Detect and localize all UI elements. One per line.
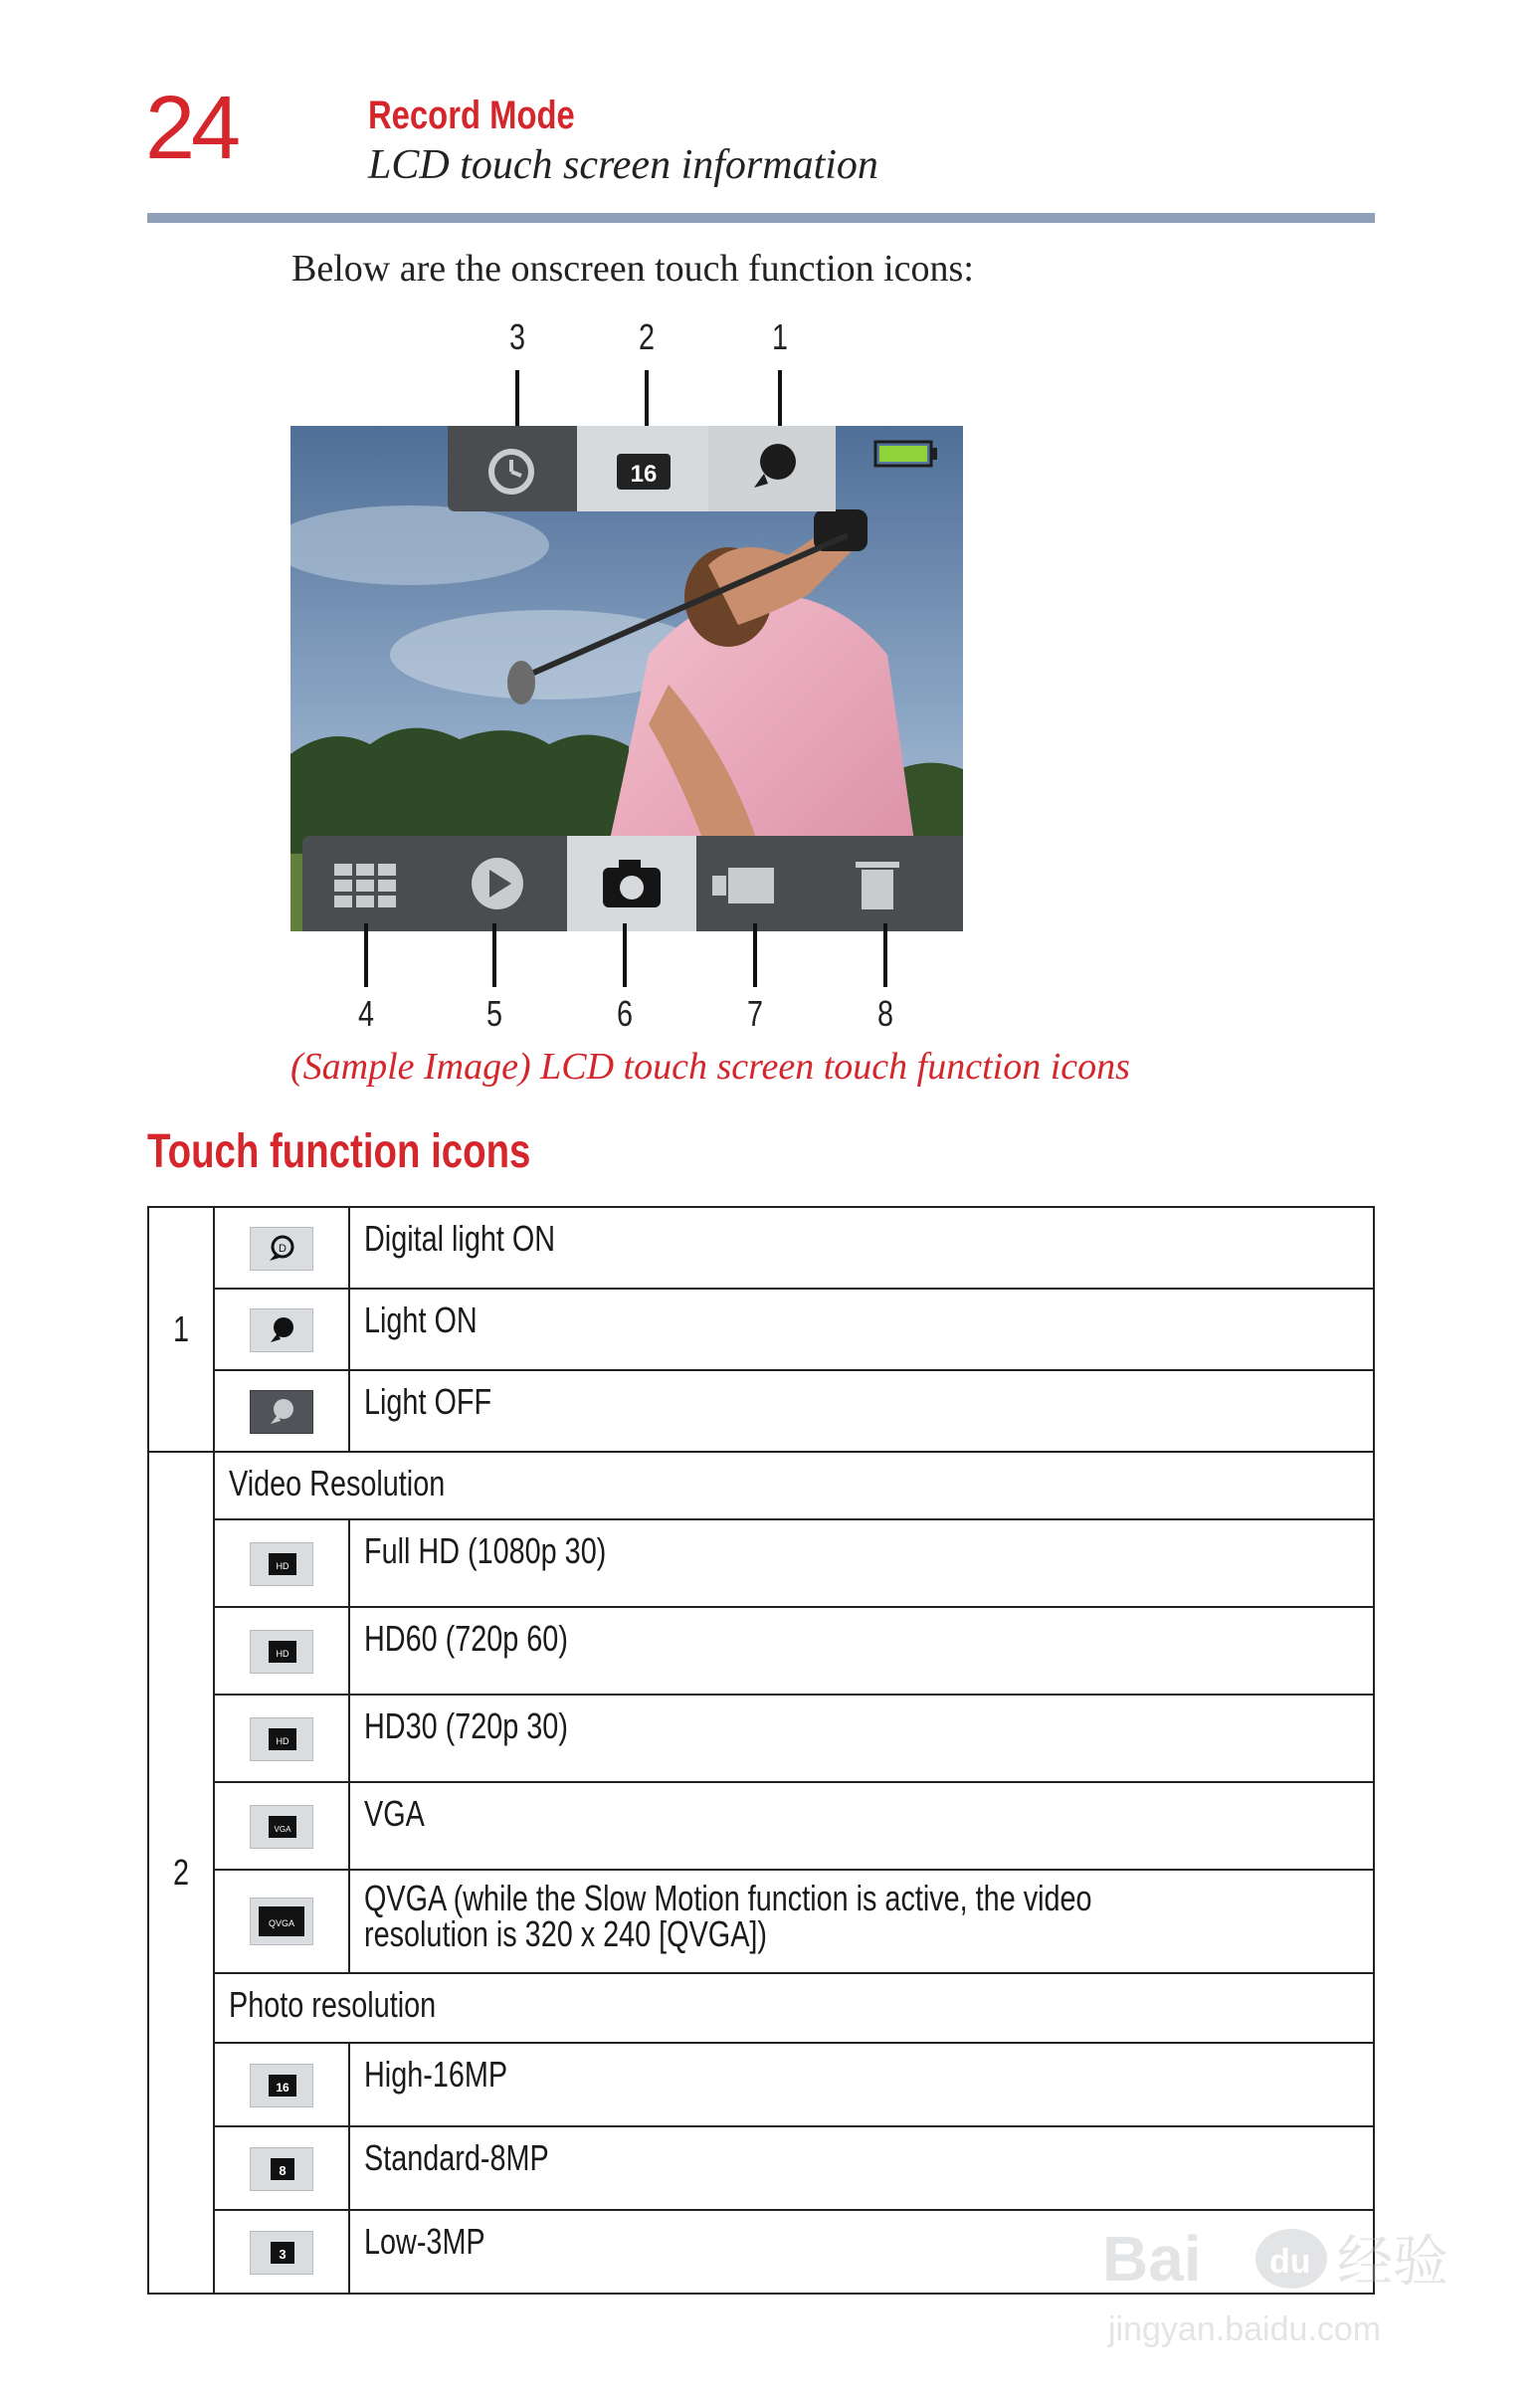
- callout-1: 1: [771, 316, 789, 357]
- table-row: [148, 2043, 1374, 2126]
- table-row: [148, 1695, 1374, 1782]
- intro-text: Below are the onscreen touch function icons:: [291, 248, 974, 290]
- icon-cell: [214, 2043, 349, 2126]
- svg-text:16: 16: [276, 2080, 289, 2095]
- subchapter-title: LCD touch screen information: [368, 142, 878, 188]
- callout-7: 7: [746, 993, 764, 1034]
- svg-text:8: 8: [279, 2162, 287, 2178]
- qvga-icon: [250, 1898, 313, 1945]
- callout-line-8: [883, 923, 887, 987]
- hd30-icon: [250, 1717, 313, 1761]
- header-rule: [147, 213, 1375, 223]
- svg-text:jingyan.baidu.com: jingyan.baidu.com: [1108, 2310, 1382, 2348]
- desc-cell: QVGA (while the Slow Motion function is active, the video resolution is 320 x 240 [QVGA]): [349, 1870, 1374, 1973]
- icon-cell: [214, 1782, 349, 1870]
- icon-cell: [214, 1870, 349, 1973]
- svg-text:Bai: Bai: [1102, 2223, 1202, 2295]
- table-row: [148, 1452, 1374, 1519]
- light-off-icon: [250, 1390, 313, 1434]
- callout-line-6: [623, 923, 627, 987]
- desc-cell: Digital light ON: [349, 1207, 1374, 1289]
- svg-text:D: D: [279, 1242, 288, 1255]
- desc-cell: HD30 (720p 30): [349, 1695, 1374, 1782]
- table-row: [148, 1782, 1374, 1870]
- vga-icon: [250, 1805, 313, 1849]
- video-resolution-header: Video Resolution: [214, 1452, 1374, 1519]
- desc-cell: VGA: [349, 1782, 1374, 1870]
- photo-16mp-icon: [250, 2064, 313, 2107]
- table-row: [148, 1519, 1374, 1607]
- icon-cell: [214, 1519, 349, 1607]
- light-on-icon: [250, 1308, 313, 1352]
- desc-cell: Standard-8MP: [349, 2126, 1374, 2210]
- svg-text:HD: HD: [276, 1648, 289, 1659]
- lcd-sample-image: [290, 426, 963, 931]
- desc-cell: Full HD (1080p 30): [349, 1519, 1374, 1607]
- svg-text:3: 3: [279, 2246, 287, 2262]
- callout-2: 2: [638, 316, 656, 357]
- table-row: [148, 1870, 1374, 1973]
- chapter-title: Record Mode: [368, 94, 575, 137]
- icon-cell: [214, 2210, 349, 2294]
- table-row: [148, 1289, 1374, 1370]
- photo-3mp-icon: [250, 2231, 313, 2275]
- table-row: [148, 1370, 1374, 1452]
- desc-cell: Light ON: [349, 1289, 1374, 1370]
- desc-cell: Light OFF: [349, 1370, 1374, 1452]
- svg-text:经验: 经验: [1337, 2230, 1448, 2295]
- photo-8mp-icon: [250, 2147, 313, 2191]
- icon-cell: [214, 1607, 349, 1695]
- icon-cell: [214, 1207, 349, 1289]
- table-row: [148, 1607, 1374, 1695]
- page-number: 24: [145, 79, 238, 178]
- photo-resolution-header: Photo resolution: [214, 1973, 1374, 2043]
- callout-line-7: [753, 923, 757, 987]
- desc-cell: High-16MP: [349, 2043, 1374, 2126]
- svg-text:HD: HD: [276, 1735, 289, 1746]
- callout-3: 3: [508, 316, 526, 357]
- icon-cell: [214, 1289, 349, 1370]
- svg-text:QVGA: QVGA: [269, 1918, 295, 1928]
- table-row: [148, 1973, 1374, 2043]
- hd60-icon: [250, 1630, 313, 1674]
- full-hd-icon: [250, 1542, 313, 1586]
- touch-function-table: [147, 1206, 1375, 2295]
- table-row: [148, 2126, 1374, 2210]
- desc-cell: HD60 (720p 60): [349, 1607, 1374, 1695]
- callout-line-4: [364, 923, 368, 987]
- group-number-cell: 2: [148, 1452, 214, 2294]
- icon-cell: [214, 2126, 349, 2210]
- svg-text:HD: HD: [276, 1560, 289, 1571]
- icon-cell: [214, 1695, 349, 1782]
- baidu-jingyan-watermark: [1102, 2209, 1480, 2358]
- icon-cell: [214, 1370, 349, 1452]
- svg-text:VGA: VGA: [274, 1824, 291, 1834]
- callout-8: 8: [876, 993, 894, 1034]
- digital-light-on-icon: [250, 1227, 313, 1271]
- section-title: Touch function icons: [147, 1125, 531, 1178]
- svg-text:16: 16: [630, 461, 658, 488]
- table-row: [148, 1207, 1374, 1289]
- desc-cell: Low-3MP: [349, 2210, 1374, 2294]
- callout-6: 6: [616, 993, 634, 1034]
- group-number-cell: 1: [148, 1207, 214, 1452]
- callout-5: 5: [485, 993, 503, 1034]
- callout-4: 4: [357, 993, 375, 1034]
- figure-caption: (Sample Image) LCD touch screen touch function icons: [290, 1046, 1130, 1088]
- svg-text:du: du: [1269, 2243, 1311, 2281]
- callout-line-5: [492, 923, 496, 987]
